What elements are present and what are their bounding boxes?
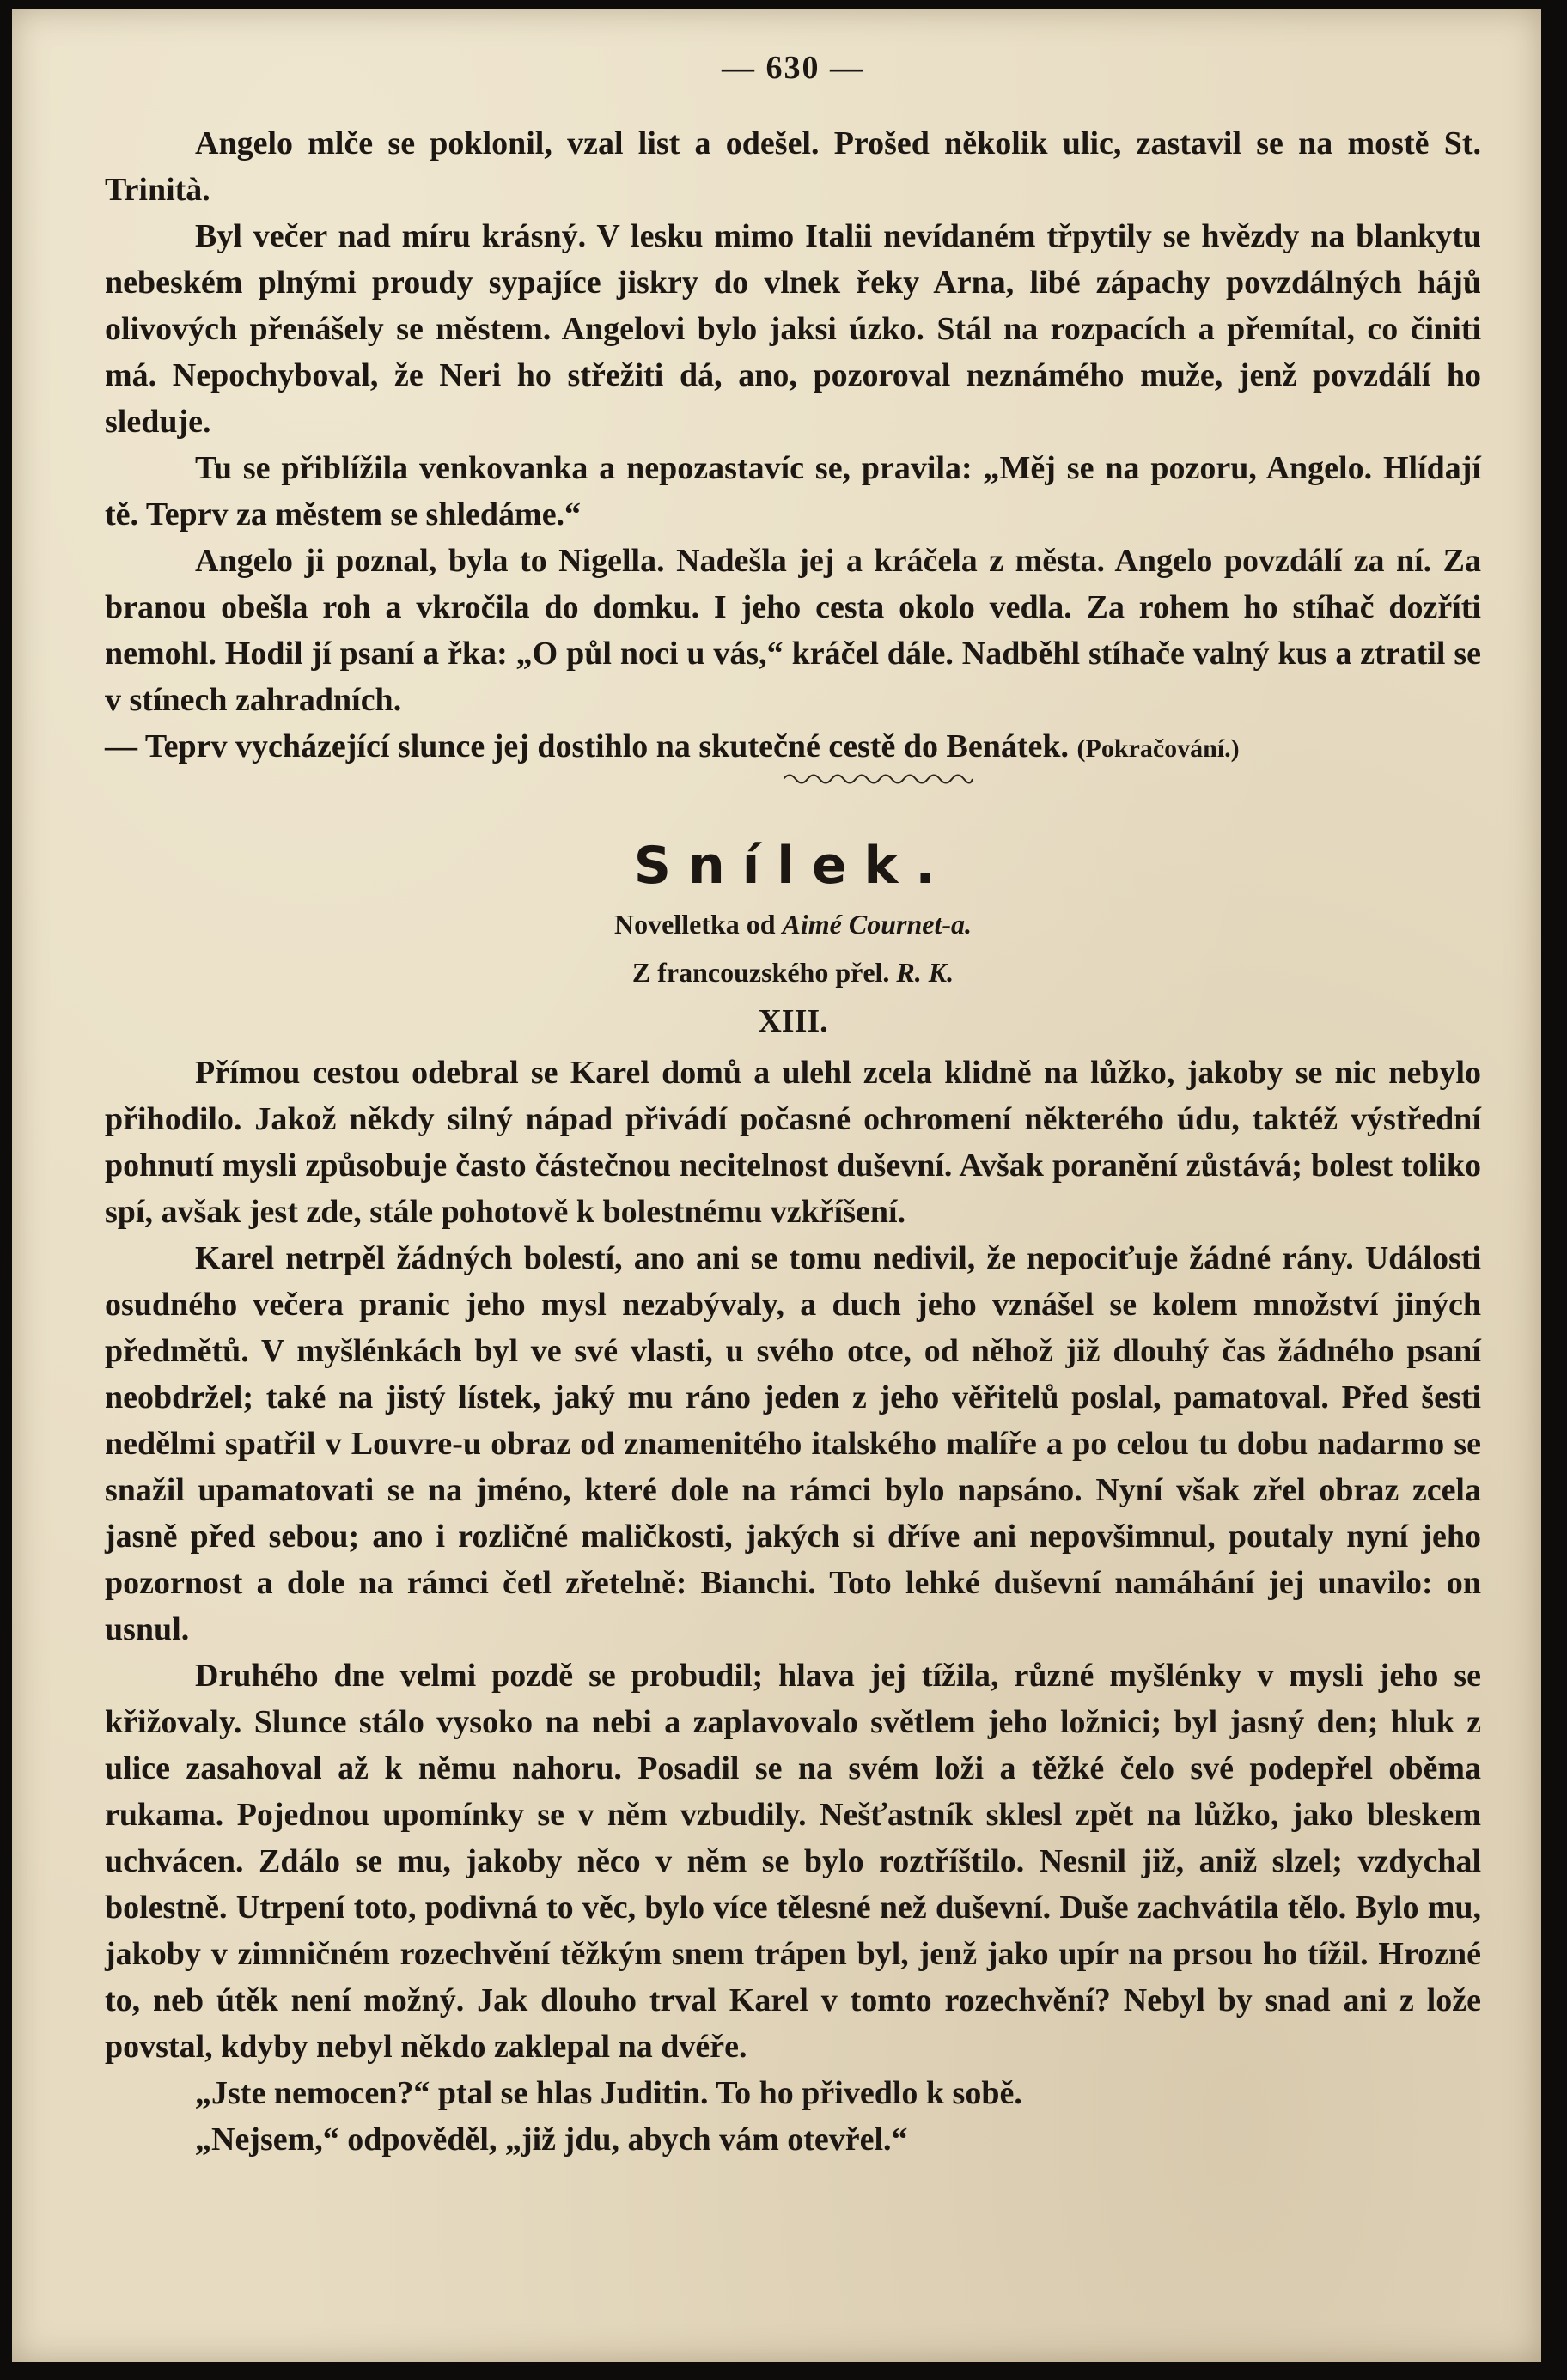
story-title: Snílek. — [633, 836, 953, 896]
wavy-divider-ornament — [784, 770, 973, 788]
translation-note — [105, 952, 1481, 993]
paragraph: Byl večer nad míru krásný. V lesku mimo Italii nevídaném třpytily se hvězdy na blankytu nebeském plnými proudy sypajíce jiskry do vlnek řeky Arna, libé zápachy povzdálných hájů olivových přenášely se městem. Angelovi bylo jaksi úzko. Stál na rozpacích a přemítal, co činiti má. Nepochyboval, že Neri ho střežiti dá, ano, pozoroval neznámého muže, jenž povzdálí ho sleduje. — [105, 218, 1481, 440]
byline-prefix: Novelletka od — [613, 909, 776, 940]
page-number: — 630 — — [722, 50, 864, 86]
last-line — [105, 723, 1481, 772]
paragraph: Angelo mlče se poklonil, vzal list a odešel. Prošed několik ulic, zastavil se na mostě St. Trinità. — [105, 125, 1481, 208]
paragraph: „Nejsem,“ odpověděl, „již jdu, abych vám otevřel.“ — [195, 2121, 908, 2158]
chapter-number: XIII. — [758, 1003, 828, 1039]
paragraph: Druhého dne velmi pozdě se probudil; hlava jej tížila, různé myšlénky v mysli jeho se křižovaly. Slunce stálo vysoko na nebi a zaplavovalo světlem jeho ložnici; byl jasný den; hluk z ulice zasahoval až k němu nahoru. Posadil se na svém loži a těžké čelo své podepřel oběma rukama. Pojednou upomínky se v něm vzbudily. Nešťastník sklesl zpět na lůžko, jako bleskem uchvácen. Zdálo se mu, jakoby něco v něm se bylo roztříštilo. Nesnil již, aniž slzel; vzdychal bolestně. Utrpení toto, podivná to věc, bylo více tělesné než duševní. Duše zachvátila tělo. Bylo mu, jakoby v zimničném rozechvění těžkým snem trápen byl, jenž jako upír na prsou ho tížil. Hrozné to, neb útěk není možný. Jak dlouho trval Karel v tomto rozechvění? Nebyl by snad ani z lože povstal, kdyby nebyl někdo zaklepal na dvéře. — [105, 1658, 1481, 2065]
author-name: Aimé Cournet-a. — [782, 909, 972, 940]
paragraph: Tu se přiblížila venkovanka a nepozastavíc se, pravila: „Měj se na pozoru, Angelo. Hlídají tě. Teprv za městem se shledáme.“ — [105, 450, 1481, 533]
story-body — [105, 1050, 1481, 2163]
translation-prefix: Z francouzského přel. — [631, 957, 890, 988]
paragraph: Karel netrpěl žádných bolestí, ano ani se tomu nedivil, že nepociťuje žádné rány. Události osudného večera pranic jeho mysl nezabývaly, a duch jeho vznášel se kolem množství jiných předmětů. V myšlénkách byl ve své vlasti, u svého otce, od něhož již dlouhý čas žádného psaní neobdržel; také na jistý lístek, jaký mu ráno jeden z jeho věřitelů poslal, pamatoval. Před šesti nedělmi spatřil v Louvre-u obraz od znamenitého italského malíře a po celou tu dobu nadarmo se snažil upamatovati se na jméno, které dole na rámci bylo napsáno. Nyní však zřel obraz zcela jasně před sebou; ano i rozličné maličkosti, jakých si dříve ani nepovšimnul, poutaly nyní jeho pozornost a dole na rámci četl zřetelně: Bianchi. Toto lehké duševní namáhání jej unavilo: on usnul. — [105, 1240, 1481, 1647]
book-page — [12, 9, 1541, 2362]
paragraph: Přímou cestou odebral se Karel domů a ulehl zcela klidně na lůžko, jakoby se nic nebylo přihodilo. Jakož někdy silný nápad přivádí počasné ochromení některého údu, taktéž výstřední pohnutí mysli způsobuje často částečnou necitelnost duševní. Avšak poranění zůstává; bolest toliko spí, avšak jest zde, stále pohotově k bolestnému vzkříšení. — [105, 1055, 1481, 1230]
previous-story-ending — [105, 120, 1481, 772]
paragraph: „Jste nemocen?“ ptal se hlas Juditin. To ho přivedlo k sobě. — [195, 2075, 1022, 2111]
continued-note: (Pokračování.) — [1076, 734, 1240, 763]
last-line-text: — Teprv vycházející slunce jej dostihlo na skutečné cestě do Benátek. — [105, 728, 1070, 764]
byline — [105, 904, 1481, 945]
paragraph: Angelo ji poznal, byla to Nigella. Nadešla jej a kráčela z města. Angelo povzdálí za ní. Za branou obešla roh a vkročila do domku. I jeho cesta okolo vedla. Za rohem ho stíhač dozříti nemohl. Hodil jí psaní a řka: „O půl noci u vás,“ kráčel dále. Nadběhl stíhače valný kus a ztratil se v stínech zahradních. — [105, 543, 1481, 718]
translator-initials: R. K. — [896, 957, 954, 988]
